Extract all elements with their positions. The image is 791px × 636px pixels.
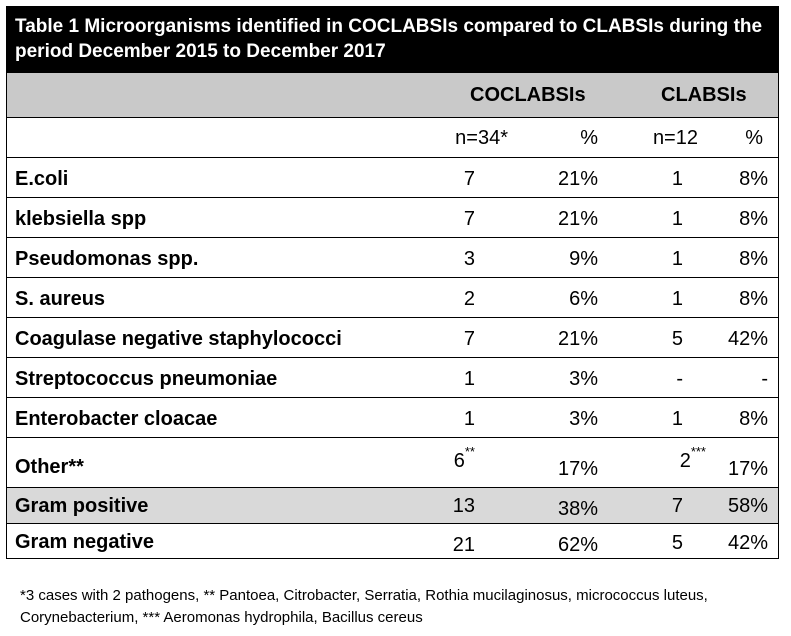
table-row — [7, 524, 778, 558]
subheader-clabsis-n: n=12 — [652, 127, 698, 149]
table-row — [7, 398, 778, 438]
table-row — [7, 198, 778, 238]
group-label-clabsis: CLABSIs — [661, 84, 747, 106]
table-row — [7, 278, 778, 318]
table-footnote: *3 cases with 2 pathogens, ** Pantoea, Citrobacter, Serratia, Rothia mucilaginosus, micrococcus luteus, Corynebacterium, *** Aeromonas hydrophila, Bacillus cereus — [20, 587, 708, 626]
row-label: E.coli — [15, 168, 69, 190]
row-coclabsis-pct: 21% — [557, 328, 598, 350]
row-label: S. aureus — [15, 288, 106, 310]
subheader-clabsis-pct: % — [745, 127, 763, 149]
row-clabsis-pct: 8% — [739, 248, 768, 270]
table-row — [7, 158, 778, 198]
row-label: Enterobacter cloacae — [15, 408, 218, 430]
row-clabsis-n: 1 — [671, 208, 683, 230]
row-coclabsis-n-footnote-mark: ** — [464, 444, 475, 459]
row-clabsis-pct: 8% — [739, 168, 768, 190]
group-header-row — [7, 73, 778, 118]
row-label: Gram negative — [15, 531, 154, 553]
row-clabsis-pct: 42% — [727, 532, 768, 554]
group-label-coclabsis: COCLABSIs — [470, 84, 586, 106]
row-clabsis-pct: 8% — [739, 288, 768, 310]
row-label: Gram positive — [15, 495, 149, 517]
row-clabsis-n-footnote-mark: *** — [690, 444, 706, 459]
row-coclabsis-pct: 9% — [569, 248, 598, 270]
row-label: Streptococcus pneumoniae — [15, 368, 278, 390]
row-coclabsis-n-value: 6 — [453, 450, 465, 472]
row-coclabsis-pct: 3% — [569, 368, 598, 390]
row-clabsis-n: - — [676, 368, 683, 390]
table-row — [7, 318, 778, 358]
row-clabsis-pct: 42% — [727, 328, 768, 350]
subheader-row — [7, 118, 778, 158]
row-coclabsis-pct: 6% — [569, 288, 598, 310]
row-clabsis-n: 5 — [671, 328, 683, 350]
row-coclabsis-n — [395, 444, 475, 473]
row-clabsis-pct: - — [761, 368, 768, 390]
row-coclabsis-n: 3 — [463, 248, 475, 270]
row-label: Pseudomonas spp. — [15, 248, 199, 270]
row-coclabsis-pct: 21% — [557, 208, 598, 230]
row-coclabsis-n: 13 — [452, 495, 475, 517]
row-coclabsis-n: 7 — [463, 208, 475, 230]
row-coclabsis-pct: 62% — [557, 534, 598, 556]
row-coclabsis-pct: 3% — [569, 408, 598, 430]
table-row — [7, 358, 778, 398]
row-clabsis-pct: 17% — [727, 458, 768, 480]
row-coclabsis-n: 2 — [463, 288, 475, 310]
row-coclabsis-n: 21 — [452, 534, 475, 556]
row-clabsis-n-value: 2 — [679, 450, 691, 472]
row-clabsis-n: 1 — [671, 248, 683, 270]
row-clabsis-n: 1 — [671, 168, 683, 190]
row-clabsis-pct: 8% — [739, 208, 768, 230]
row-clabsis-n: 1 — [671, 288, 683, 310]
row-clabsis-n: 7 — [671, 495, 683, 517]
subheader-coclabsis-pct: % — [580, 127, 598, 149]
row-coclabsis-n: 7 — [463, 168, 475, 190]
row-label: Other** — [15, 456, 84, 478]
row-coclabsis-pct: 17% — [557, 458, 598, 480]
row-coclabsis-n: 7 — [463, 328, 475, 350]
row-label: klebsiella spp — [15, 208, 147, 230]
subheader-coclabsis-n: n=34* — [455, 127, 508, 149]
table-title: Table 1 Microorganisms identified in COCLABSIs compared to CLABSIs during the period December 2015 to December 2017 — [7, 7, 778, 73]
table-row — [7, 438, 778, 488]
row-clabsis-n: 1 — [671, 408, 683, 430]
row-clabsis-pct: 58% — [727, 495, 768, 517]
microorganisms-table — [6, 6, 779, 559]
table-row — [7, 488, 778, 524]
row-coclabsis-pct: 21% — [557, 168, 598, 190]
row-coclabsis-n: 1 — [463, 408, 475, 430]
table-row — [7, 238, 778, 278]
row-label: Coagulase negative staphylococci — [15, 328, 342, 350]
row-clabsis-pct: 8% — [739, 408, 768, 430]
row-coclabsis-pct: 38% — [557, 498, 598, 520]
row-clabsis-n: 5 — [671, 532, 683, 554]
row-coclabsis-n: 1 — [463, 368, 475, 390]
